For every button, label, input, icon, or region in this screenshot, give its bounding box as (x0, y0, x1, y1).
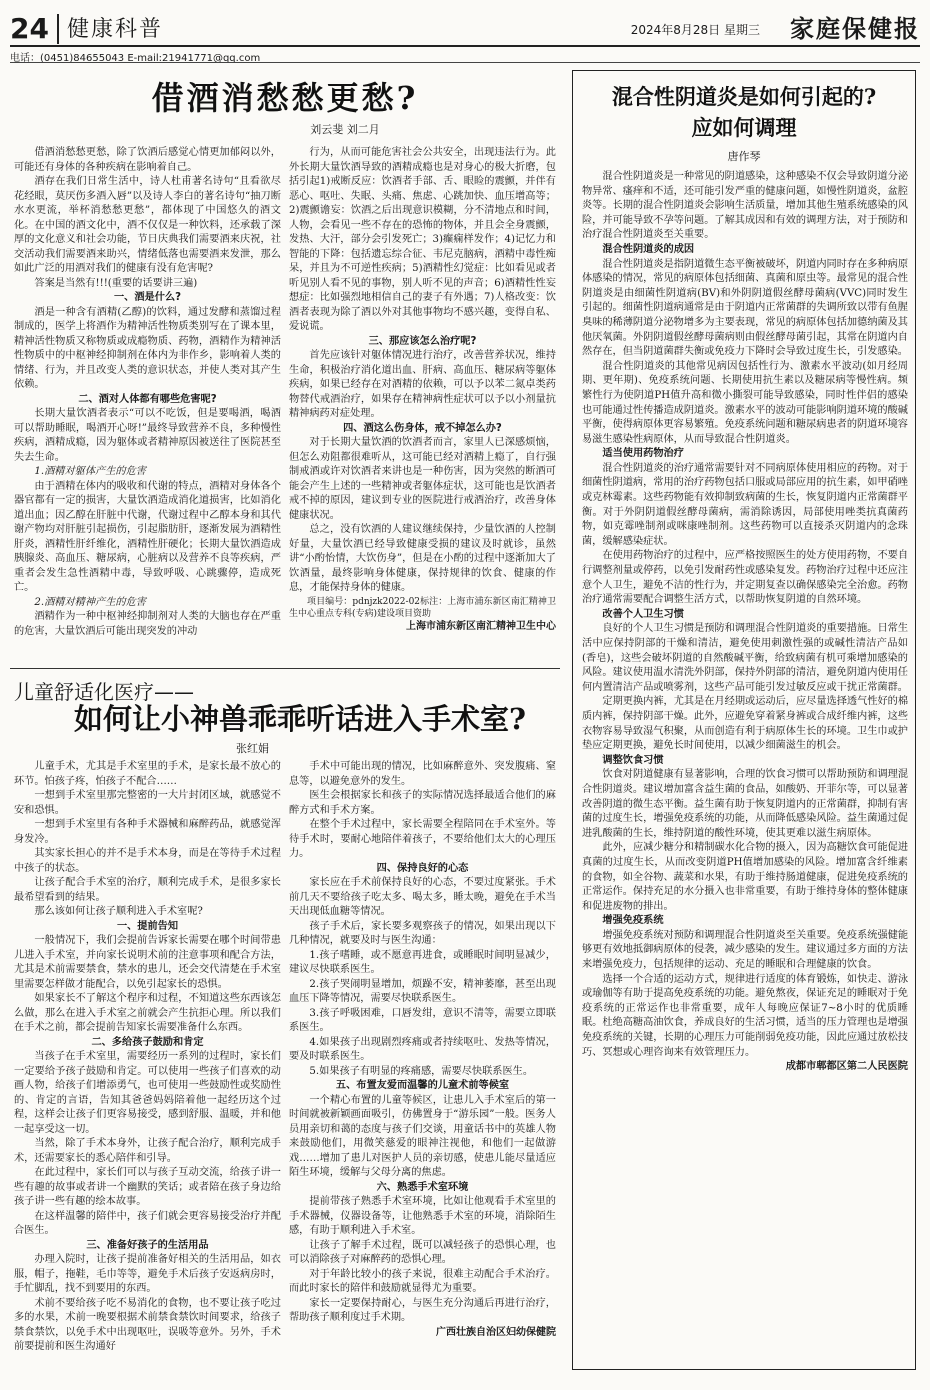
paragraph: 让孩子了解手术过程，既可以减轻孩子的恐惧心理，也可以消除孩子对麻醉药的恐惧心理。 (289, 1239, 556, 1265)
paragraph: 答案是当然有!!!(重要的话要讲三遍) (34, 277, 198, 289)
paragraph: 1.酒精对躯体产生的危害 (34, 466, 146, 477)
section-heading: 四、酒这么伤身体，戒不掉怎么办? (343, 422, 502, 434)
article2-column-1 (14, 760, 281, 1372)
paragraph: 对于长期大量饮酒的饮酒者而言，家里人已深感烦恼，但怎么劝阻都很难听从，这可能已经对酒精上瘾了，自行强制戒酒或许对饮酒者来讲也是一种伤害，因为突然的断酒可能会产生上述的一些精神或者躯体症状，这可能也是饮酒者戒不掉的原因，建议到专业的医院进行戒酒治疗，改善身体健康状况。 (289, 437, 556, 521)
paragraph: 上海市浦东新区南汇精神卫生中心 (406, 620, 556, 632)
page-number: 24 (10, 14, 59, 44)
section-heading: 五、布置友爱而温馨的儿童术前等候室 (335, 1080, 510, 1091)
paragraph: 借酒消愁愁更愁，除了饮酒后感觉心情更加郁闷以外，可能还有身体的各种疾病在影响着自己。 (14, 147, 281, 173)
section-heading: 改善个人卫生习惯 (602, 608, 684, 620)
section-name: 健康科普 (66, 17, 163, 42)
paragraph: 长期大量饮酒者表示“可以不吃饭，但是要喝酒，喝酒可以帮助睡眠，喝酒开心呀!”最终导致营养不良，多种慢性疾病，酒精成瘾，因为躯体或者精神原因被送往了医院甚至失去生命。 (14, 408, 281, 463)
paragraph: 一个精心布置的儿童等候区，让患儿入手术室后的第一时间就被新颖画面吸引，仿佛置身于“游乐园”一般。医务人员用亲切和蔼的态度与孩子们交谈，用童话书中的英雄人物来鼓励他们，用微笑慈爱的眼神注视他，和他们一起做游戏……增加了患儿对医护人员的亲切感，使患儿能尽量适应陌生环境，缓解与父母分离的焦虑。 (289, 1094, 556, 1178)
paragraph: 孩子手术后，家长要多观察孩子的情况，如果出现以下几种情况，就要及时与医生沟通： (289, 920, 556, 946)
paragraph: 5.如果孩子有明显的疼痛感，需要尽快联系医生。 (309, 1065, 534, 1077)
article1-body (14, 146, 556, 661)
paragraph: 由于酒精在体内的吸收和代谢的特点，酒精对身体各个器官都有一定的损害，大量饮酒造成消化道损害，比如消化道出血；因乙醇在肝脏中代谢，代谢过程中乙醇本身和其代谢产物均对肝脏引起损伤，引起脂肪肝，逐渐发展为酒精性肝炎，酒精性肝纤维化，酒精性肝硬化；长期大量饮酒造成胰腺炎、高血压、糖尿病，心脏病以及营养不良等疾病，严重者会发生急性酒精中毒，导致呼吸、心跳骤停，造成死亡。 (14, 480, 281, 593)
contact-line: 电话：(0451)84655043 E-mail:21941771@qq.com (10, 53, 261, 64)
paragraph: 3.孩子呼吸困难，口唇发绀，意识不清等，需要立即联系医生。 (289, 1007, 556, 1033)
paragraph: 那么该如何让孩子顺利进入手术室呢? (34, 906, 203, 917)
section-heading: 二、多给孩子鼓励和肯定 (91, 1036, 204, 1048)
section-heading: 六、熟悉手术室环境 (376, 1181, 469, 1193)
section-heading: 一、提前告知 (116, 920, 179, 932)
paragraph: 酒存在我们日常生活中，诗人杜甫著名诗句“且看欲尽花经眼，莫厌伤多酒入唇”以及诗人李白的著名诗句“抽刀断水水更流，举杯消愁愁更愁”，都体现了中国悠久的酒文化。在中国的酒文化中，酒不仅仅是一种饮料，还承载了深厚的文化意义和社会功能，节日庆典我们需要酒来庆祝，社交活动我们需要酒来助兴，情绪低落也需要酒来发泄，那么如此广泛的用酒对我们的健康有没有危害呢? (14, 176, 281, 274)
paragraph: 广西壮族自治区妇幼保健院 (436, 1326, 556, 1338)
paragraph: 混合性阴道炎是指阴道微生态平衡被破坏，阴道内同时存在多种病原体感染的情况，常见的病原体包括细菌、真菌和原虫等。最常见的混合性阴道炎是由细菌性阴道病(BV)和外阴阴道假丝酵母菌病(VVC)同时发生引起的。细菌性阴道病通常是由于阴道内正常菌群的失调所致以带有鱼腥臭味的稀薄阴道分泌物增多为主要表现，常见的病原体包括加德纳菌及其他厌氧菌。外阴阴道假丝酵母菌病则由假丝酵母菌引起，其常在阴道内自然存在，但当阴道菌群失衡或免疫力下降时会导致过度生长，引发感染。 (582, 258, 909, 358)
article1-column-2 (289, 146, 556, 661)
article1-title: 借酒消愁愁更愁? (151, 79, 419, 117)
paragraph: 此外，应减少糖分和精制碳水化合物的摄入，因为高糖饮食可能促进真菌的过度生长，从而改变阴道PH值增加感染的风险。增加富含纤维素的食物，如全谷物、蔬菜和水果，有助于维持肠道健康，促进免疫系统的正常运作。保持充足的水分摄入也非常重要，有助于维持身体的整体健康和促进废物的排出。 (582, 842, 909, 912)
paragraph: 一想到手术室里那完整密的一大片封闭区域，就感觉不安和恐惧。 (14, 790, 281, 816)
paragraph: 家长一定要保持耐心，与医生充分沟通后再进行治疗，帮助孩子顺利度过手术期。 (289, 1297, 556, 1323)
paragraph: 项目编号：pdnjzk2022-02标注：上海市浦东新区南汇精神卫生中心重点专科(专病)建设项目资助 (289, 596, 556, 619)
paragraph: 办理入院时，让孩子提前准备好相关的生活用品，如衣服，帽子，拖鞋，毛巾等等，避免手术后孩子安返病房时，手忙脚乱，找不到要用的东西。 (14, 1254, 281, 1294)
masthead (10, 10, 920, 44)
paragraph: 混合性阴道炎是一种常见的阴道感染，这种感染不仅会导致阴道分泌物异常、瘙痒和不适，还可能引发严重的健康问题，如慢性阴道炎，盆腔炎等。长期的混合性阴道炎会影响生活质量，增加其他生殖系统感染的风险，并可能导致不孕等问题。了解其成因和有效的调理方法，对于预防和治疗混合性阴道炎至关重要。 (582, 171, 909, 241)
paragraph: 家长应在手术前保持良好的心态，不要过度紧张。手术前几天不要给孩子吃太多、喝太多，睡太晚，避免在手术当天出现低血糖等情况。 (289, 877, 556, 917)
section-heading: 调整饮食习惯 (602, 754, 664, 766)
article2-column-2 (289, 760, 556, 1372)
paragraph: 1.孩子嗜睡，或不愿意再进食，或睡眠时间明显减少，建议尽快联系医生。 (289, 949, 556, 975)
article2-kicker: 儿童舒适化医疗—— (14, 680, 194, 704)
paragraph: 其实家长担心的并不是手术本身，而是在等待手术过程中孩子的状态。 (14, 848, 281, 874)
article2-author: 张红娟 (236, 742, 269, 755)
paragraph: 选择一个合适的运动方式，规律进行适度的体育锻炼，如快走、游泳或瑜伽等有助于提高免疫系统的功能。避免熬夜，保证充足的睡眠对于免疫系统的正常运作也非常重要，成年人每晚应保证7~8小时的优质睡眠。杜绝高糖高油饮食，养成良好的生活习惯，适当的压力管理也是增强免疫系统的关键，长期的心理压力可能削弱免疫功能，因此应通过放松技巧、冥想或心理咨询来有效管理压力。 (582, 973, 909, 1058)
paragraph: 让孩子配合手术室的治疗，顺利完成手术，是很多家长最希望看到的结果。 (14, 877, 281, 903)
masthead-rule (10, 45, 920, 47)
section-heading: 三、那应该怎么治疗呢? (368, 335, 477, 347)
paragraph: 混合性阴道炎的治疗通常需要针对不同病原体使用相应的药物。对于细菌性阴道病，常用的治疗药物包括口服或局部应用的抗生素，如甲硝唑或克林霉素。这些药物能有效抑制致病菌的生长，恢复阴道内正常菌群平衡。对于外阴阴道假丝酵母菌病，需消除诱因，局部使用唑类抗真菌药物，如克霉唑制剂或咪康唑制剂。这些药物可以直接杀灭阴道内的念珠菌，缓解感染症状。 (582, 462, 909, 547)
paragraph: 良好的个人卫生习惯是预防和调理混合性阴道炎的重要措施。日常生活中应保持阴部的干燥和清洁，避免使用刺激性强的或碱性清洁产品如(香皂)，这些会破坏阴道的自然酸碱平衡，给致病菌有机可乘增加感染的风险。建议使用温水清洗外阴部，保持外阴部的清洁，避免阴道内使用任何内置清洁产品或喷雾剂，这些产品可能引发过敏反应或干扰正常菌群。 (582, 623, 909, 693)
article1-authors: 刘云斐 刘二月 (310, 123, 380, 136)
section-heading: 增强免疫系统 (602, 915, 664, 927)
issue-date: 2024年8月28日 星期三 (630, 23, 760, 37)
paragraph: 混合性阴道炎的其他常见病因包括性行为、激素水平波动(如月经周期、更年期)、免疫系统问题、长期使用抗生素以及糖尿病等慢性病。频繁性行为使阴道PH值升高和微小撕裂可能导致感染，同时性伴侣的感染也可能通过性传播造成阴道炎。激素水平的波动可能影响阴道环境的酸碱平衡，使得病原体更容易繁殖。免疫系统问题和糖尿病患者的阴道环境容易滋生感染性病原体，从而导致混合性阴道炎。 (582, 360, 908, 445)
paragraph: 提前带孩子熟悉手术室环境，比如让他观看手术室里的手术器械，仪器设备等，让他熟悉手术室的环境，消除陌生感，有助于顺利进入手术室。 (289, 1196, 556, 1236)
paragraph: 儿童手术，尤其是手术室里的手术，是家长最不放心的环节。怕孩子疼，怕孩子不配合…… (14, 761, 281, 787)
paragraph: 首先应该针对躯体情况进行治疗，改善营养状况，维持生命，积极治疗消化道出血、肝病、高血压、糖尿病等躯体疾病，如果已经存在对酒精的依赖，可以予以苯二氮卓类药物替代戒酒治疗，如果存在精神病性症状可以予以小剂量抗精神病药对症处理。 (289, 350, 556, 419)
paragraph: 当然，除了手术本身外，让孩子配合治疗，顺利完成手术，还需要家长的悉心陪伴和引导。 (14, 1138, 281, 1164)
paragraph: 一想到手术室里有各种手术器械和麻醉药品，就感觉浑身发冷。 (14, 819, 281, 845)
article3-author: 唐作琴 (727, 150, 761, 163)
source-org: 成都市郫都区第二人民医院 (785, 1061, 908, 1073)
section-heading: 四、保持良好的心态 (376, 862, 469, 874)
section-heading: 一、酒是什么? (113, 292, 182, 303)
section-heading: 三、准备好孩子的生活用品 (86, 1239, 209, 1251)
paragraph: 4.如果孩子出现剧烈疼痛或者持续呕吐、发热等情况，要及时联系医生。 (289, 1036, 556, 1062)
paragraph: 对于年龄比较小的孩子来说，很难主动配合手术治疗。而此时家长的陪伴和鼓励就显得尤为重要。 (289, 1268, 556, 1294)
paragraph: 定期更换内裤，尤其是在月经期或运动后，应尽量选择透气性好的棉质内裤，保持阴部干燥。此外，应避免穿着紧身裤或合成纤维内裤，这些衣物容易导致湿气积聚，从而创造有利于病原体生长的环境。卫生巾或护垫应定期更换，避免长时间使用，以减少细菌滋生的机会。 (582, 696, 909, 752)
paragraph: 饮食对阴道健康有显著影响，合理的饮食习惯可以帮助预防和调理混合性阴道炎。建议增加富含益生菌的食品，如酸奶、开菲尔等，可以显著改善阴道的微生态平衡。益生菌有助于恢复阴道内的正常菌群，抑制有害菌的过度生长，增强免疫系统的功能，从而降低感染风险。益生菌通过促进乳酸菌的生长，维持阴道的酸性环境，使其更难以滋生病原体。 (582, 769, 909, 839)
paragraph: 总之，没有饮酒的人建议继续保持，少量饮酒的人控制好量，大量饮酒已经导致健康受损的建议及时就诊，虽然讲“小酌怡情，大饮伤身”，但是在小酌的过程中逐渐加大了饮酒量，最终影响身体健康，保持规律的饮食、健康的作息，才能保持身体的健康。 (289, 524, 556, 593)
paragraph: 一般情况下，我们会提前告诉家长需要在哪个时间带患儿进入手术室，并向家长说明术前的注意事项和配合方法，尤其是术前需要禁食，禁水的患儿，还会交代清楚在手术室里需要怎样做才能配合，以免引起家长的恐惧。 (14, 935, 281, 990)
article3-title-line1: 混合性阴道炎是如何引起的? (611, 84, 877, 109)
paragraph: 增强免疫系统对预防和调理混合性阴道炎至关重要。免疫系统强健能够更有效地抵御病原体的侵袭，减少感染的发生。建议通过多方面的方法来增强免疫力，包括规律的运动、充足的睡眠和合理健康的饮食。 (582, 929, 909, 971)
paragraph: 术前不要给孩子吃不易消化的食物，也不要让孩子吃过多的水果，术前一晚要根据术前禁食禁饮时间要求，给孩子禁食禁饮，以免手术中出现呕吐，误吸等意外。另外，手术前要提前和医生沟通好 (14, 1297, 281, 1352)
article2-title: 如何让小神兽乖乖听话进入手术室? (74, 702, 526, 736)
paragraph: 当孩子在手术室里，需要经历一系列的过程时，家长们一定要给予孩子鼓励和肯定。可以使用一些孩子们喜欢的动画人物，给孩子们增添勇气，也可使用一些鼓励性或奖励性的、肯定的言语，告知其爸爸妈妈陪着他一起经历这个过程，这样会让孩子们更容易接受，感到舒服、温暖，并和他一起享受这一切。 (14, 1051, 281, 1135)
paragraph: 2.酒精对精神产生的危害 (34, 596, 146, 608)
paragraph: 医生会根据家长和孩子的实际情况选择最适合他们的麻醉方式和手术方案。 (289, 790, 556, 816)
paragraph: 在此过程中，家长们可以与孩子互动交流，给孩子讲一些有趣的故事或者讲一个幽默的笑话；或者陪在孩子身边给孩子讲一些有趣的绘本故事。 (14, 1167, 281, 1207)
paragraph: 在这样温馨的陪伴中，孩子们就会更容易接受治疗并配合医生。 (14, 1210, 281, 1236)
paragraph: 酒是一种含有酒精(乙醇)的饮料，通过发酵和蒸馏过程制成的，医学上将酒作为精神活性物质类别写在了课本里，精神活性物质又称物质或成瘾物质、药物，酒精作为精神活性物质中的中枢神经抑制剂在体内为非作乡，影响着人类的情绪、行为，并且改变人类的意识状态，并使人类对其产生依赖。 (14, 306, 281, 390)
section-heading: 适当使用药物治疗 (602, 448, 684, 460)
paragraph: 行为，从而可能危害社会公共安全，出现违法行为。此外长期大量饮酒导致的酒精成瘾也是对身心的极大折磨，包括引起1)戒断反应：饮酒者手部、舌、眼睑的震颤，并伴有恶心、呕吐、失眠、头痛、焦虑、心跳加快、血压增高等；2)震颤谵妄：饮酒之后出现意识模糊，分不清地点和时间，人物，会看见一些不存在的恐怖的物体，并且会全身震颤，发热、大汗，部分会引发死亡；3)癫痫样发作；4)记忆力和智能的下降：包括遗忘综合征、韦尼克脑病，酒精中毒性痴呆，并且为不可逆性疾病；5)酒精性幻觉症：比如看见或者听见别人看不见的事物，别人听不见的声音；6)酒精性性妄想症：比如强烈地相信自己的妻子有外遇；7)人格改变：饮酒者表现为除了酒以外对其他事物均不感兴趣，变得自私、爱说谎。 (289, 147, 556, 332)
article3-title-line2: 应如何调理 (691, 115, 797, 140)
paragraph: 在使用药物治疗的过程中，应严格按照医生的处方使用药物，不要自行调整剂量或停药，以免引发耐药性或感染复发。药物治疗过程中还应注意个人卫生，避免不洁的性行为，并定期复查以确保感染完全治愈。药物治疗通常需要配合调整生活方式，以帮助恢复阴道的自然环境。 (582, 550, 909, 606)
article2-body (14, 760, 556, 1372)
paragraph: 2.孩子哭闹明显增加，烦躁不安，精神萎靡，甚至出现血压下降等情况，需要尽快联系医生。 (289, 978, 556, 1004)
article1-column-1 (14, 146, 281, 661)
paragraph: 如果家长不了解这个程序和过程，不知道这些东西该怎么做，那么在进入手术室之前就会产生抗拒心理。所以我们在手术之前，都会提前告知家长需要准备什么东西。 (14, 993, 281, 1033)
paragraph: 在整个手术过程中，家长需要全程陪同在手术室外。等待手术时，要耐心地陪伴着孩子，不要给他们太大的心理压力。 (289, 819, 556, 859)
article-divider (10, 668, 560, 669)
contact-rule (10, 62, 920, 63)
article3-body (582, 170, 908, 1075)
paper-name: 家庭保健报 (790, 14, 920, 43)
section-heading: 二、酒对人体都有哪些危害呢? (78, 393, 217, 405)
section-heading: 混合性阴道炎的成因 (602, 243, 695, 255)
paragraph: 手术中可能出现的情况，比如麻醉意外、突发腹痛、窒息等，以避免意外的发生。 (289, 761, 556, 787)
paragraph: 酒精作为一种中枢神经抑制剂对人类的大脑也存在严重的危害，大量饮酒后可能出现突发的冲动 (14, 611, 281, 637)
